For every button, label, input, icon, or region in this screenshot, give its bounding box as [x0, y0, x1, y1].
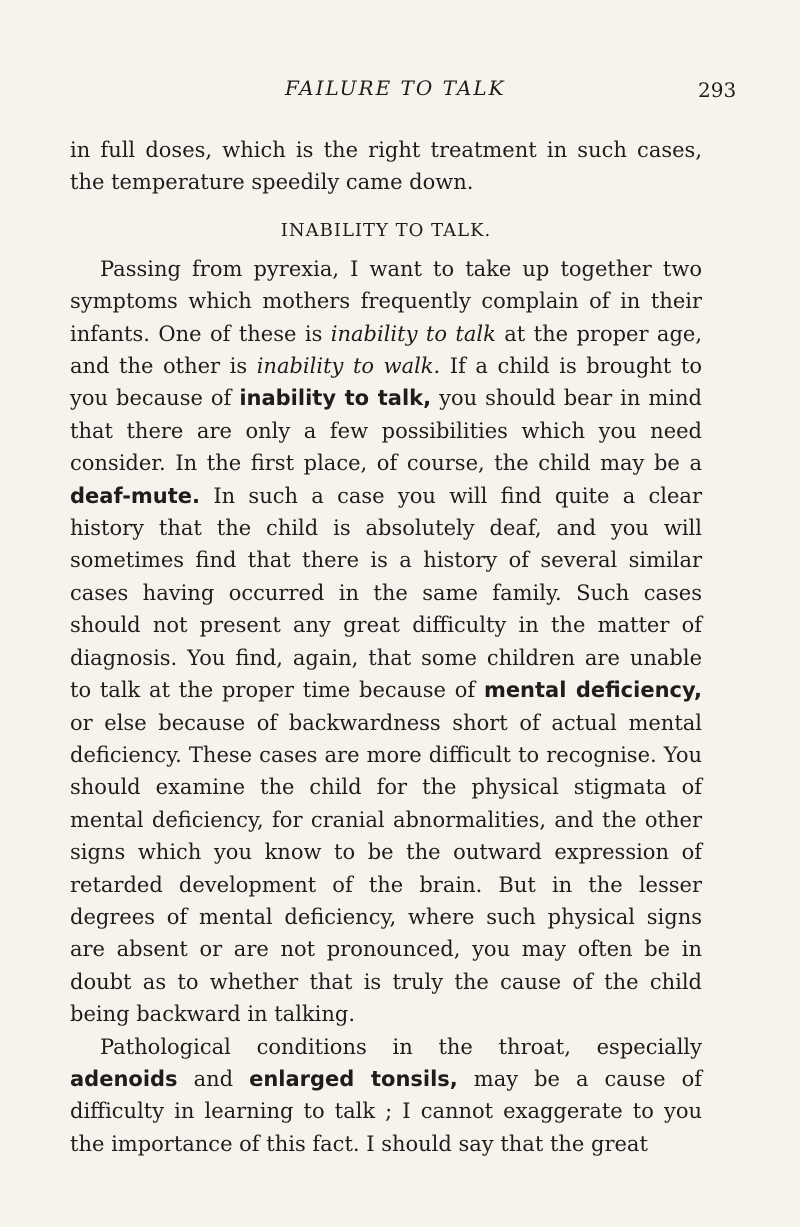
- page-body: [70, 134, 702, 1160]
- section-title: INABILITY TO TALK.: [280, 219, 492, 241]
- text-run: may be a cause of difficulty in learning to talk ; I cannot exaggerate to you the importance of this fact. I should say that the great: [70, 1066, 702, 1156]
- text-run: In such a case you will find quite a clear history that the child is absolutely deaf, and you will sometimes find that there is a history of several similar cases having occurred in the same family. Such cases should not present any great difficulty in the matter of diagnosis. You find, again, that some children are unable to talk at the proper time because of: [70, 483, 702, 703]
- text-run: Passing from pyrexia, I want to take up together two symptoms which mothers frequently complain of in their infants. One of these is: [70, 256, 702, 346]
- text-run: If a child is brought to you because of: [70, 354, 702, 411]
- bold-term-enlarged-tonsils: enlarged tonsils,: [249, 1066, 458, 1091]
- text-run: or else because of backwardness short of actual mental deficiency. These cases are more difficult to recognise. You should examine the child for the physical stigmata of mental deficiency, for cranial abnormalities, and the other signs which you know to be the outward expression of retarded development of the brain. But in the lesser degrees of mental deficiency, where such physical signs are absent or are not pronounced, you may often be in doubt as to whether that is truly the cause of the child being backward in talking.: [70, 710, 702, 1027]
- text-run: you should bear in mind that there are only a few possibilities which you need consider. In the first place, of course, the child may be a: [70, 386, 702, 476]
- page-header: [0, 76, 800, 106]
- text-run: and: [177, 1066, 250, 1091]
- paragraph-inability-to-talk: [70, 253, 702, 1031]
- italic-phrase-inability-to-walk: inability to walk.: [256, 354, 441, 379]
- running-head: FAILURE TO TALK: [285, 76, 506, 100]
- page-number: 293: [698, 78, 737, 102]
- paragraph-continuation: in full doses, which is the right treatment in such cases, the temperature speedily came down.: [70, 138, 702, 195]
- text-run: at the proper age, and the other is: [70, 321, 702, 379]
- italic-phrase-inability-to-talk: inability to talk: [330, 321, 496, 346]
- bold-term-mental-deficiency: mental deficiency,: [483, 678, 703, 703]
- bold-term-deaf-mute: deaf-mute.: [70, 483, 201, 508]
- bold-term-adenoids: adenoids: [70, 1066, 178, 1091]
- text-run: Pathological conditions in the throat, especially: [100, 1034, 702, 1059]
- paragraph-throat-conditions: [70, 1031, 702, 1161]
- bold-term-inability-to-talk: inability to talk,: [239, 386, 432, 411]
